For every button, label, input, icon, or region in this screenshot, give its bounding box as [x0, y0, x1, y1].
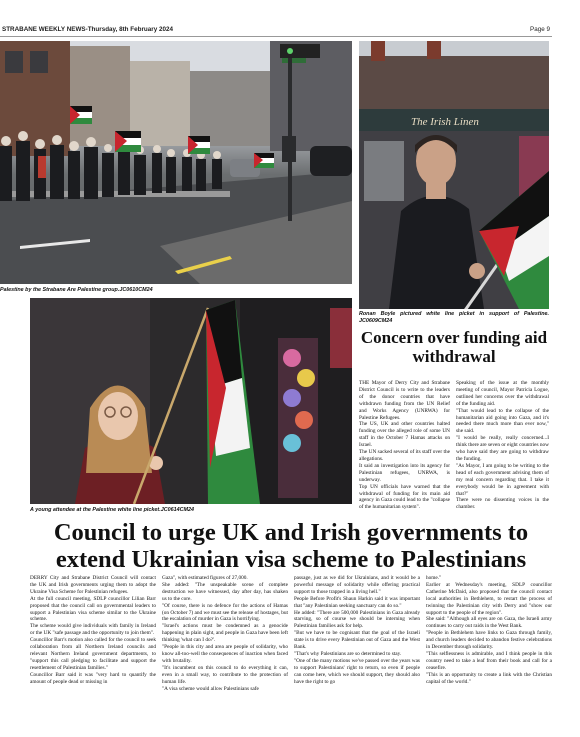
- article-paragraph: "That's why Palestinians are so determined to stay.: [294, 650, 402, 657]
- article-paragraph: home.": [426, 575, 442, 581]
- article-paragraph: Earlier at Wednesday's meeting, SDLP councillor Catherine McDaid, also proposed that the council contact local authorities in Bethlehem, to restart the process of twinning the Palestinian city with Derry and "show our support to the people of the region".: [426, 581, 552, 616]
- sidebar-headline: Concern over funding aid withdrawal: [360, 328, 548, 366]
- article-paragraph: He added: "There are 500,000 Palestinians in Gaza already starving, so of course we should be interning when Palestinian families ask for help.: [294, 609, 420, 630]
- sidebar-paragraph: Top UN officials have warned that the withdrawal of funding for its main aid agency in Gaza could lead to the "collapse of the humanitarian system".: [359, 483, 450, 511]
- header-rule: [0, 36, 552, 37]
- shop-sign-text: The Irish Linen: [411, 116, 479, 128]
- article-column-2: [162, 575, 288, 692]
- article-paragraph: People Before Profit's Shaun Harkin said it was important that "any Palestinian seeking sanctuary can do so.": [294, 595, 420, 609]
- article-paragraph: Councillor Barr's motion also called for the council to seek collaboration from all Northern Ireland councils and relevant Northern Ireland government departments, to "support this call pledging to facilitate and support the resettlement of Palestinian families.": [30, 637, 156, 671]
- article-paragraph: "But we have to be cognisant that the goal of the Israeli state is to drive every Palestinian out of Gaza and the West Bank.: [294, 630, 420, 651]
- article-column-3: [294, 575, 420, 686]
- ronan-boyle-photo: [359, 41, 549, 309]
- article-paragraph: "This is an opportunity to create a link with the Christian capital of the world.": [426, 671, 552, 685]
- sidebar-paragraph: "I would be really, really concerned...I think there are seven or eight countries now who have said they are going to withdraw the funding.: [456, 435, 549, 462]
- article-paragraph: "Of course, there is no defence for the actions of Hamas (on October 7) and we must see the release of hostages, but the escalation of murder in Gaza is horrifying.: [162, 602, 288, 623]
- article-paragraph: "Israel's actions must be condemned as a genocide happening in plain sight, and people in Gaza have been left thinking 'what can I do?'.: [162, 623, 288, 644]
- protest-street-photo: [0, 41, 352, 284]
- article-paragraph: "People in Bethlehem have links to Gaza through family, and church leaders decided to abandon festive celebrations in December through solidarity.: [426, 630, 552, 651]
- article-paragraph: passage, just as we did for Ukrainians, and it would be a powerful message of solidarity while offering practical support to those trapped in a living hell.": [294, 575, 420, 595]
- article-paragraph: At the full council meeting, SDLP councillor Lilian Barr proposed that the council call on governmental leaders to support a Palestinian visa scheme similar to the Ukraine scheme.: [30, 595, 156, 623]
- photo-caption-attendee: A young attendee at the Palestine white line picket.JC0614CM24: [30, 507, 194, 513]
- article-column-1: [30, 575, 156, 686]
- publication-dateline: STRABANE WEEKLY NEWS-Thursday, 8th February 2024: [2, 26, 173, 33]
- article-paragraph: DERRY City and Strabane District Council will contact the UK and Irish governments urging them to adopt the Ukraine Visa Scheme for Palestinian refugees.: [30, 575, 156, 595]
- article-paragraph: Councillor Barr said it was "very hard to quantify the amount of people dead or missing in: [30, 671, 156, 685]
- photo-caption-ronan: Ronan Boyle pictured white line picket in support of Palestine. JC0609CM24: [359, 311, 549, 324]
- article-paragraph: "One of the many motions we've passed over the years was to support Palestinians' right to return, so even if people can come here, which we should support, they should also have the right to go: [294, 657, 420, 685]
- sidebar-paragraph: There were no dissenting voices in the chamber.: [456, 497, 549, 511]
- sidebar-paragraph: "As Mayor, I am going to be writing to the head of each government advising them of my real concern regarding that. I take it everybody would be in agreement with that?": [456, 462, 549, 497]
- article-headline: Council to urge UK and Irish governments to extend Ukrainian visa scheme to Palestinians: [53, 519, 529, 573]
- girl-with-flag-illustration: [30, 298, 352, 504]
- sidebar-paragraph: THE Mayor of Derry City and Strabane District Council is to write to the leaders of the donor countries that have withdrawn funding from the UN Relief and Works Agency (UNRWA) for Palestine Refugees.: [359, 380, 450, 421]
- article-paragraph: "People in this city and area are people of solidarity, who know all-too-well the consequences of inaction when faced with brutality.: [162, 644, 288, 664]
- sidebar-paragraph: "That would lead to the collapse of the humanitarian aid going into Gaza, and it's needed there much more than ever now," she said.: [456, 407, 549, 435]
- man-with-flag-illustration: [359, 41, 549, 309]
- sidebar-column-2: [456, 380, 549, 511]
- article-paragraph: The scheme would give individuals with family in Ireland or the UK "safe passage and the opportunity to join them".: [30, 623, 156, 637]
- sidebar-paragraph: The UN sacked several of its staff over the allegations.: [359, 449, 450, 462]
- sidebar-paragraph: It said an investigation into its agency for Palestinian refugees, UNRWA, is underway.: [359, 462, 450, 483]
- article-paragraph: "A visa scheme would allow Palestinians safe: [162, 685, 259, 692]
- article-paragraph: "It's incumbent on this council to do everything it can, even in a small way, to contribute to the protection of human life.: [162, 664, 288, 685]
- page-header: [0, 0, 580, 40]
- young-attendee-photo: [30, 298, 352, 504]
- sidebar-paragraph: The US, UK and other countries halted funding over the alleged role of some UN staff in the October 7 Hamas attacks on Israel.: [359, 421, 450, 449]
- protest-street-illustration: [0, 41, 352, 284]
- page-number: Page 9: [530, 26, 550, 33]
- article-paragraph: "This selflessness is admirable, and I think people in this country need to take a leaf from their book and call for a ceasefire.: [426, 650, 552, 671]
- article-paragraph: She added: "The unspeakable scene of complete destruction we have witnessed, day after day, has shaken us to the core.: [162, 581, 288, 602]
- sidebar-column-1: [359, 380, 450, 511]
- article-paragraph: She said: "Although all eyes are on Gaza, the Israeli army continues to carry out raids in the West Bank.: [426, 616, 552, 630]
- sidebar-paragraph: Speaking of the issue at the monthly meeting of council, Mayor Patricia Logue, outlined her concerns over the withdrawal of the funding aid.: [456, 380, 549, 407]
- photo-caption-protest: Palestine by the Strabane Are Palestine group.JC0610CM24: [0, 287, 153, 293]
- article-column-4: [426, 575, 552, 686]
- article-paragraph: Gaza", with estimated figures of 27,000.: [162, 575, 248, 581]
